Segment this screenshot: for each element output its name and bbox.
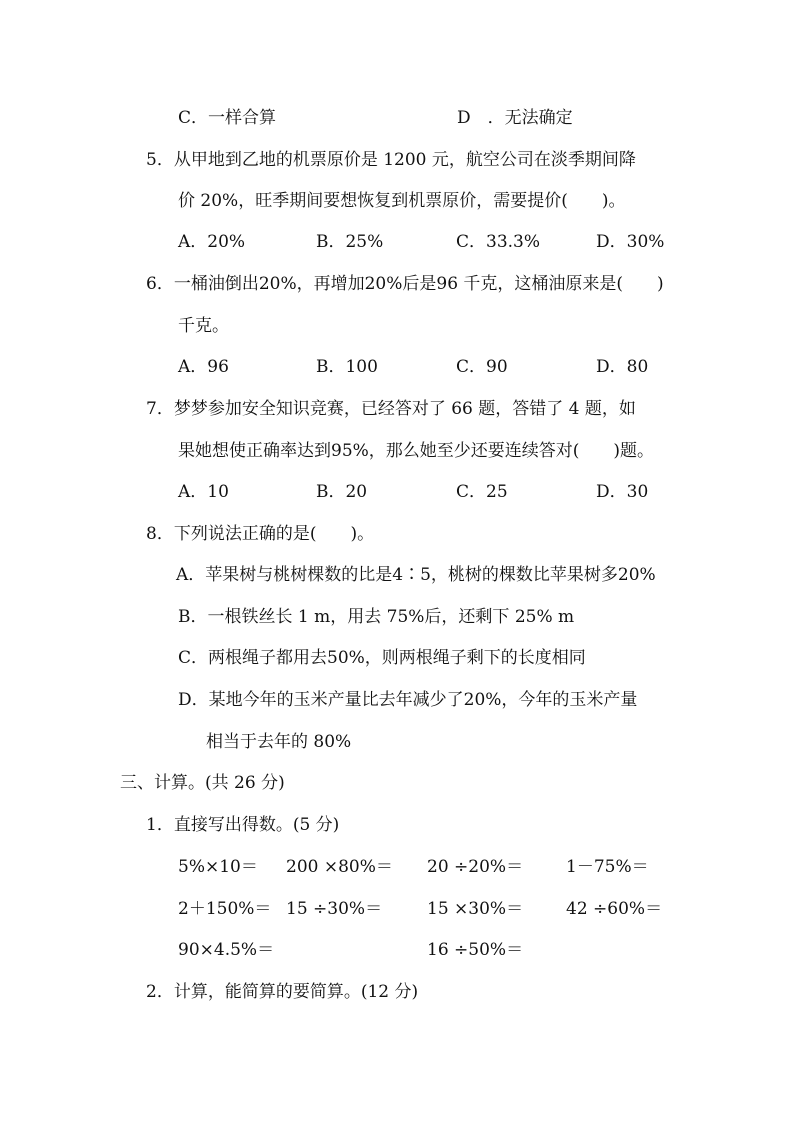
q8-option-d-line1: D．某地今年的玉米产量比去年减少了20%，今年的玉米产量 bbox=[178, 690, 638, 710]
q6-option-a: A．96 bbox=[178, 357, 229, 377]
calc-item: 42 ÷60%＝ bbox=[566, 899, 663, 919]
q7-stem-line1: 7．梦梦参加安全知识竞赛，已经答对了 66 题，答错了 4 题，如 bbox=[146, 399, 636, 419]
calc-item: 15 ×30%＝ bbox=[427, 899, 524, 919]
q4-option-d: D ．无法确定 bbox=[457, 108, 573, 128]
q5-option-d: D．30% bbox=[596, 232, 665, 252]
q7-option-d: D．30 bbox=[596, 482, 649, 502]
q6-option-d: D．80 bbox=[596, 357, 649, 377]
q6-stem-line1: 6．一桶油倒出20%，再增加20%后是96 千克，这桶油原来是( ) bbox=[146, 274, 664, 294]
q5-option-c: C．33.3% bbox=[456, 232, 541, 252]
q6-option-c: C．90 bbox=[456, 357, 508, 377]
section3-sub2-title: 2．计算，能简算的要简算。(12 分) bbox=[146, 982, 419, 1002]
q5-option-a: A．20% bbox=[178, 232, 246, 252]
q4-option-c: C．一样合算 bbox=[178, 108, 277, 128]
q5-option-b: B．25% bbox=[316, 232, 384, 252]
calc-item: 200 ×80%＝ bbox=[286, 857, 393, 877]
q6-stem-line2: 千克。 bbox=[178, 316, 229, 336]
q8-option-c: C．两根绳子都用去50%，则两根绳子剩下的长度相同 bbox=[178, 648, 586, 668]
calc-item: 5%×10＝ bbox=[178, 857, 258, 877]
calc-item: 1－75%＝ bbox=[566, 857, 649, 877]
q5-stem-line2: 价 20%，旺季期间要想恢复到机票原价，需要提价( )。 bbox=[178, 191, 626, 211]
q8-option-d-line2: 相当于去年的 80% bbox=[206, 732, 352, 752]
q7-option-a: A．10 bbox=[178, 482, 229, 502]
q7-stem-line2: 果她想使正确率达到95%，那么她至少还要连续答对( )题。 bbox=[178, 441, 655, 461]
calc-item: 90×4.5%＝ bbox=[178, 940, 275, 960]
calc-item: 16 ÷50%＝ bbox=[427, 940, 524, 960]
q5-stem-line1: 5．从甲地到乙地的机票原价是 1200 元，航空公司在淡季期间降 bbox=[146, 150, 636, 170]
section3-sub1-title: 1．直接写出得数。(5 分) bbox=[146, 815, 340, 835]
calc-item: 20 ÷20%＝ bbox=[427, 857, 524, 877]
q7-option-b: B．20 bbox=[316, 482, 368, 502]
calc-item: 2＋150%＝ bbox=[178, 899, 272, 919]
q8-stem: 8．下列说法正确的是( )。 bbox=[146, 524, 375, 544]
calc-item: 15 ÷30%＝ bbox=[286, 899, 383, 919]
section3-title: 三、计算。(共 26 分) bbox=[120, 773, 285, 793]
q8-option-b: B．一根铁丝长 1 m，用去 75%后，还剩下 25% m bbox=[178, 607, 575, 627]
q7-option-c: C．25 bbox=[456, 482, 508, 502]
q8-option-a: A．苹果树与桃树棵数的比是4∶5，桃树的棵数比苹果树多20% bbox=[176, 565, 656, 585]
q6-option-b: B．100 bbox=[316, 357, 378, 377]
